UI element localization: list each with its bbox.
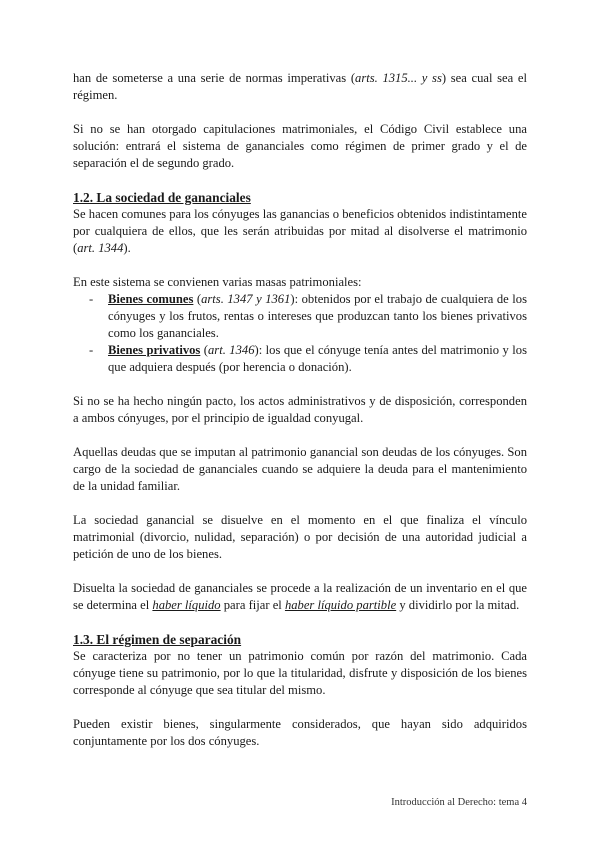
- article-reference: art. 1346: [208, 343, 255, 357]
- text: ): los que el cónyuge tenía antes del matrimonio y los que adquiera después (por herencia o donación).: [108, 343, 527, 374]
- paragraph-intro: [73, 70, 527, 104]
- list-item-bienes-privativos: [108, 342, 527, 376]
- text: (: [193, 292, 202, 306]
- list-term: Bienes privativos: [108, 343, 201, 357]
- article-reference: art. 1344: [77, 241, 124, 255]
- masas-patrimoniales-list: [73, 291, 527, 376]
- text: ): obtenidos por el trabajo de cualquiera de los cónyuges y los frutos, rentas o intereses que produzcan tanto los bienes privativos como los gananciales.: [108, 292, 527, 340]
- page-footer: Introducción al Derecho: tema 4: [391, 797, 527, 808]
- paragraph-inventario: [73, 580, 527, 614]
- paragraph-bienes-conjuntos: Pueden existir bienes, singularmente considerados, que hayan sido adquiridos conjuntamente por los dos cónyuges.: [73, 717, 527, 748]
- underlined-term: haber líquido: [152, 598, 221, 612]
- paragraph-pacto: Si no se ha hecho ningún pacto, los actos administrativos y de disposición, corresponden a ambos cónyuges, por el principio de igualdad conyugal.: [73, 394, 527, 425]
- text: para fijar el: [220, 598, 285, 612]
- paragraph-gananciales-definition: [73, 206, 527, 257]
- paragraph-disolucion: La sociedad ganancial se disuelve en el momento en el que finaliza el vínculo matrimonial (divorcio, nulidad, separación) o por decisión de una autoridad judicial a petición de uno de los bienes.: [73, 513, 527, 561]
- paragraph-list-intro: En este sistema se convienen varias masas patrimoniales:: [73, 275, 362, 289]
- text: Se hacen comunes para los cónyuges las ganancias o beneficios obtenidos indistintamente por cualquiera de ellos, que les serán atribuidas por mitad al disolverse el matrimonio (: [73, 207, 527, 255]
- list-term: Bienes comunes: [108, 292, 194, 306]
- text: ).: [123, 241, 131, 255]
- section-heading-gananciales: 1.2. La sociedad de gananciales: [73, 190, 251, 205]
- text: Disuelta la sociedad de gananciales se procede a la realización de un inventario en el que se determina el: [73, 581, 527, 612]
- paragraph-deudas: Aquellas deudas que se imputan al patrimonio ganancial son deudas de los cónyuges. Son cargo de la sociedad de gananciales cuando se adquiere la deuda para el mantenimiento de la unidad familiar.: [73, 445, 527, 493]
- text: ) sea cual sea el régimen.: [73, 71, 528, 102]
- section-heading-separacion: 1.3. El régimen de separación: [73, 632, 242, 647]
- paragraph-separacion-definition: Se caracteriza por no tener un patrimonio común por razón del matrimonio. Cada cónyuge tiene su patrimonio, por lo que la titularidad, disfrute y disposición de los bienes corresponde al cónyuge que sea titular del mismo.: [73, 649, 527, 697]
- text: y dividirlo por la mitad.: [396, 598, 520, 612]
- text: (: [200, 343, 208, 357]
- article-reference: arts. 1347 y 1361: [201, 292, 291, 306]
- paragraph-capitulaciones: Si no se han otorgado capitulaciones matrimoniales, el Código Civil establece una solución: entrará el sistema de gananciales como régimen de primer grado y el de separación el de segundo grado.: [73, 122, 527, 170]
- underlined-term: haber líquido partible: [284, 598, 397, 612]
- page-content: [73, 70, 527, 767]
- list-item-bienes-comunes: [108, 291, 527, 342]
- text: han de someterse a una serie de normas imperativas (: [73, 71, 356, 85]
- article-reference: arts. 1315... y ss: [355, 71, 442, 85]
